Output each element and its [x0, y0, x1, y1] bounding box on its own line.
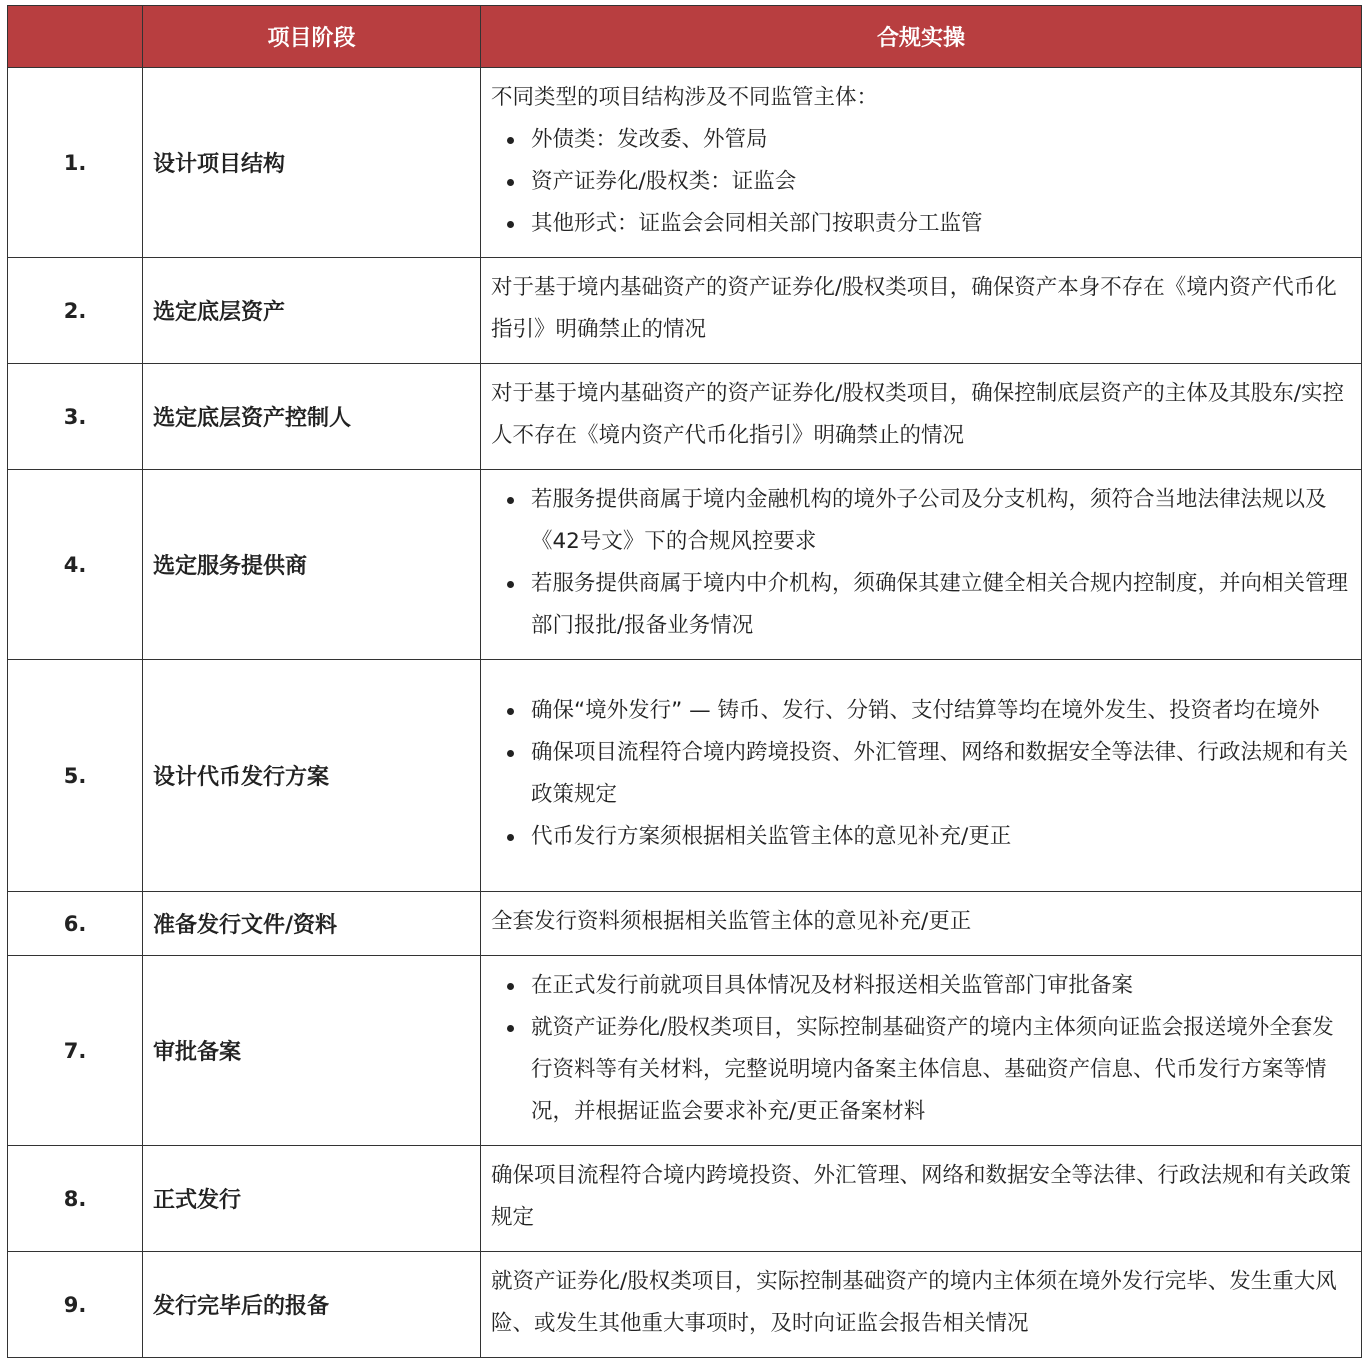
row-stage: 选定底层资产: [143, 258, 481, 364]
row-practice: [481, 258, 1362, 364]
row-number: 1.: [8, 68, 143, 258]
table-row: [8, 1146, 1362, 1252]
table-row: [8, 470, 1362, 660]
row-practice: [481, 956, 1362, 1146]
practice-text: 全套发行资料须根据相关监管主体的意见补充/更正: [491, 908, 972, 934]
practice-bullet: 确保项目流程符合境内跨境投资、外汇管理、网络和数据安全等法律、行政法规和有关政策规定: [491, 732, 1353, 816]
row-stage: 选定底层资产控制人: [143, 364, 481, 470]
row-stage: 设计项目结构: [143, 68, 481, 258]
practice-text: 就资产证券化/股权类项目，实际控制基础资产的境内主体须在境外发行完毕、发生重大风险、或发生其他重大事项时，及时向证监会报告相关情况: [491, 1268, 1337, 1336]
practice-bullet: 外债类：发改委、外管局: [491, 119, 1353, 161]
practice-bullet-list: [491, 119, 1353, 245]
practice-bullet: 若服务提供商属于境内金融机构的境外子公司及分支机构，须符合当地法律法规以及《42号文》下的合规风控要求: [491, 479, 1353, 563]
practice-bullet: 确保“境外发行” — 铸币、发行、分销、支付结算等均在境外发生、投资者均在境外: [491, 690, 1353, 732]
row-practice: [481, 364, 1362, 470]
practice-bullet-list: [491, 965, 1353, 1133]
practice-bullet: 若服务提供商属于境内中介机构，须确保其建立健全相关合规内控制度，并向相关管理部门报批/报备业务情况: [491, 563, 1353, 647]
row-number: 8.: [8, 1146, 143, 1252]
practice-text: 确保项目流程符合境内跨境投资、外汇管理、网络和数据安全等法律、行政法规和有关政策规定: [491, 1162, 1352, 1230]
row-number: 5.: [8, 660, 143, 892]
row-stage: 准备发行文件/资料: [143, 892, 481, 956]
table-row: [8, 1252, 1362, 1358]
practice-bullet-list: [491, 690, 1353, 858]
practice-text: 对于基于境内基础资产的资产证券化/股权类项目，确保控制底层资产的主体及其股东/实控人不存在《境内资产代币化指引》明确禁止的情况: [491, 380, 1344, 448]
practice-intro: 不同类型的项目结构涉及不同监管主体：: [491, 84, 879, 110]
table-row: [8, 956, 1362, 1146]
row-number: 7.: [8, 956, 143, 1146]
row-stage: 发行完毕后的报备: [143, 1252, 481, 1358]
row-practice: [481, 470, 1362, 660]
table-row: [8, 258, 1362, 364]
row-number: 2.: [8, 258, 143, 364]
practice-bullet: 在正式发行前就项目具体情况及材料报送相关监管部门审批备案: [491, 965, 1353, 1007]
practice-bullet: 资产证券化/股权类：证监会: [491, 161, 1353, 203]
table-row: [8, 892, 1362, 956]
row-number: 6.: [8, 892, 143, 956]
header-stage: 项目阶段: [143, 6, 481, 68]
table-row: [8, 364, 1362, 470]
header-number-cell: [8, 6, 143, 68]
practice-bullet-list: [491, 479, 1353, 647]
row-number: 9.: [8, 1252, 143, 1358]
row-number: 4.: [8, 470, 143, 660]
compliance-steps-table: [7, 5, 1362, 1358]
row-practice: [481, 1146, 1362, 1252]
table-row: [8, 68, 1362, 258]
table-row: [8, 660, 1362, 892]
row-practice: [481, 892, 1362, 956]
practice-bullet: 就资产证券化/股权类项目，实际控制基础资产的境内主体须向证监会报送境外全套发行资料等有关材料，完整说明境内备案主体信息、基础资产信息、代币发行方案等情况，并根据证监会要求补充/更正备案材料: [491, 1007, 1353, 1133]
row-practice: [481, 1252, 1362, 1358]
table-header-row: [8, 6, 1362, 68]
row-stage: 设计代币发行方案: [143, 660, 481, 892]
row-number: 3.: [8, 364, 143, 470]
practice-bullet: 其他形式：证监会会同相关部门按职责分工监管: [491, 203, 1353, 245]
practice-text: 对于基于境内基础资产的资产证券化/股权类项目，确保资产本身不存在《境内资产代币化指引》明确禁止的情况: [491, 274, 1337, 342]
row-stage: 正式发行: [143, 1146, 481, 1252]
row-stage: 选定服务提供商: [143, 470, 481, 660]
row-stage: 审批备案: [143, 956, 481, 1146]
practice-bullet: 代币发行方案须根据相关监管主体的意见补充/更正: [491, 816, 1353, 858]
row-practice: [481, 68, 1362, 258]
row-practice: [481, 660, 1362, 892]
header-practice: 合规实操: [481, 6, 1362, 68]
